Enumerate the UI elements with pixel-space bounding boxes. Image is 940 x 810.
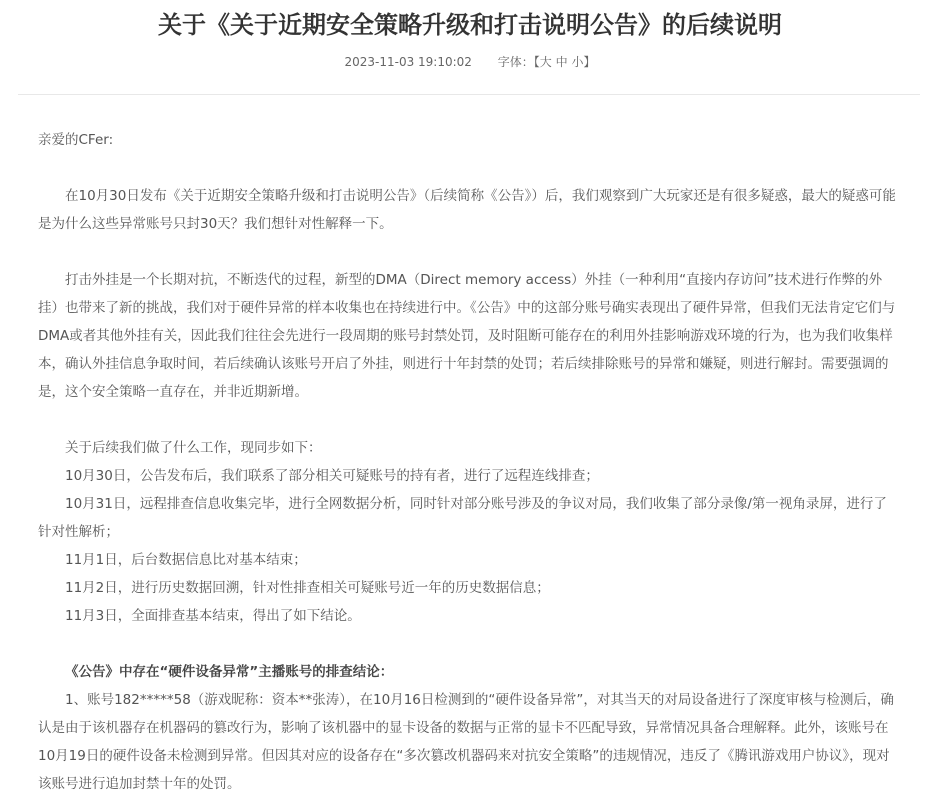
timeline-item: 11月1日，后台数据信息比对基本结束；: [65, 552, 307, 568]
timeline-item: 10月31日，远程排查信息收集完毕，进行全网数据分析，同时针对部分账号涉及的争议对局，我们收集了部分录像/第一视角录屏，进行了针对性解析；: [38, 496, 887, 540]
article-header: [0, 0, 940, 72]
publish-datetime: 2023-11-03 19:10:02: [344, 55, 472, 69]
spacer: [38, 238, 900, 266]
spacer: [38, 154, 900, 182]
font-size-label: 字体：: [497, 55, 534, 69]
paragraph-dma-explanation: 打击外挂是一个长期对抗，不断迭代的过程，新型的DMA（Direct memory access）外挂（一种利用“直接内存访问”技术进行作弊的外挂）也带来了新的挑战，我们对于硬件异常的样本收集也在持续进行中。《公告》中的这部分账号确实表现出了硬件异常，但我们无法肯定它们与DMA或者其他外挂有关，因此我们往往会先进行一段周期的账号封禁处罚，及时阻断可能存在的利用外挂影响游戏环境的行为，也为我们收集样本，确认外挂信息争取时间，若后续确认该账号开启了外挂，则进行十年封禁的处罚；若后续排除账号的异常和嫌疑，则进行解封。需要强调的是，这个安全策略一直存在，并非近期新增。: [38, 272, 896, 400]
timeline-item: 11月3日，全面排查基本结束，得出了如下结论。: [65, 608, 361, 624]
article-meta: [0, 52, 940, 72]
spacer: [38, 630, 900, 658]
greeting: 亲爱的CFer:: [38, 132, 114, 148]
article-body: [38, 126, 900, 798]
timeline-item: 11月2日，进行历史数据回溯，针对性排查相关可疑账号近一年的历史数据信息；: [65, 580, 550, 596]
work-intro: 关于后续我们做了什么工作，现同步如下：: [65, 440, 322, 456]
paragraph-intro: 在10月30日发布《关于近期安全策略升级和打击说明公告》（后续简称《公告》）后，我们观察到广大玩家还是有很多疑惑，最大的疑惑可能是为什么这些异常账号只封30天？我们想针对性解释一下。: [38, 188, 896, 232]
header-divider: [18, 94, 920, 95]
font-size-bracket-close: 】: [583, 55, 596, 69]
font-size-bracket-open: 【: [533, 55, 540, 69]
font-size-medium-link[interactable]: 中: [555, 55, 568, 69]
font-size-small-link[interactable]: 小: [571, 55, 584, 69]
timeline-item: 10月30日，公告发布后，我们联系了部分相关可疑账号的持有者，进行了远程连线排查；: [65, 468, 599, 484]
article-title: 关于《关于近期安全策略升级和打击说明公告》的后续说明: [158, 11, 782, 39]
spacer: [38, 406, 900, 434]
conclusion-item: 1、账号182*****58（游戏昵称：资本**张涛），在10月16日检测到的“硬件设备异常”，对其当天的对局设备进行了深度审核与检测后，确认是由于该机器存在机器码的篡改行为，影响了该机器中的显卡设备的数据与正常的显卡不匹配导致，异常情况具备合理解释。此外，该账号在10月19日的硬件设备未检测到异常。但因其对应的设备存在“多次篡改机器码来对抗安全策略”的违规情况，违反了《腾讯游戏用户协议》，现对该账号进行追加封禁十年的处罚。: [38, 692, 894, 792]
conclusion-heading: 《公告》中存在“硬件设备异常”主播账号的排查结论：: [65, 664, 394, 680]
font-size-large-link[interactable]: 大: [539, 55, 552, 69]
